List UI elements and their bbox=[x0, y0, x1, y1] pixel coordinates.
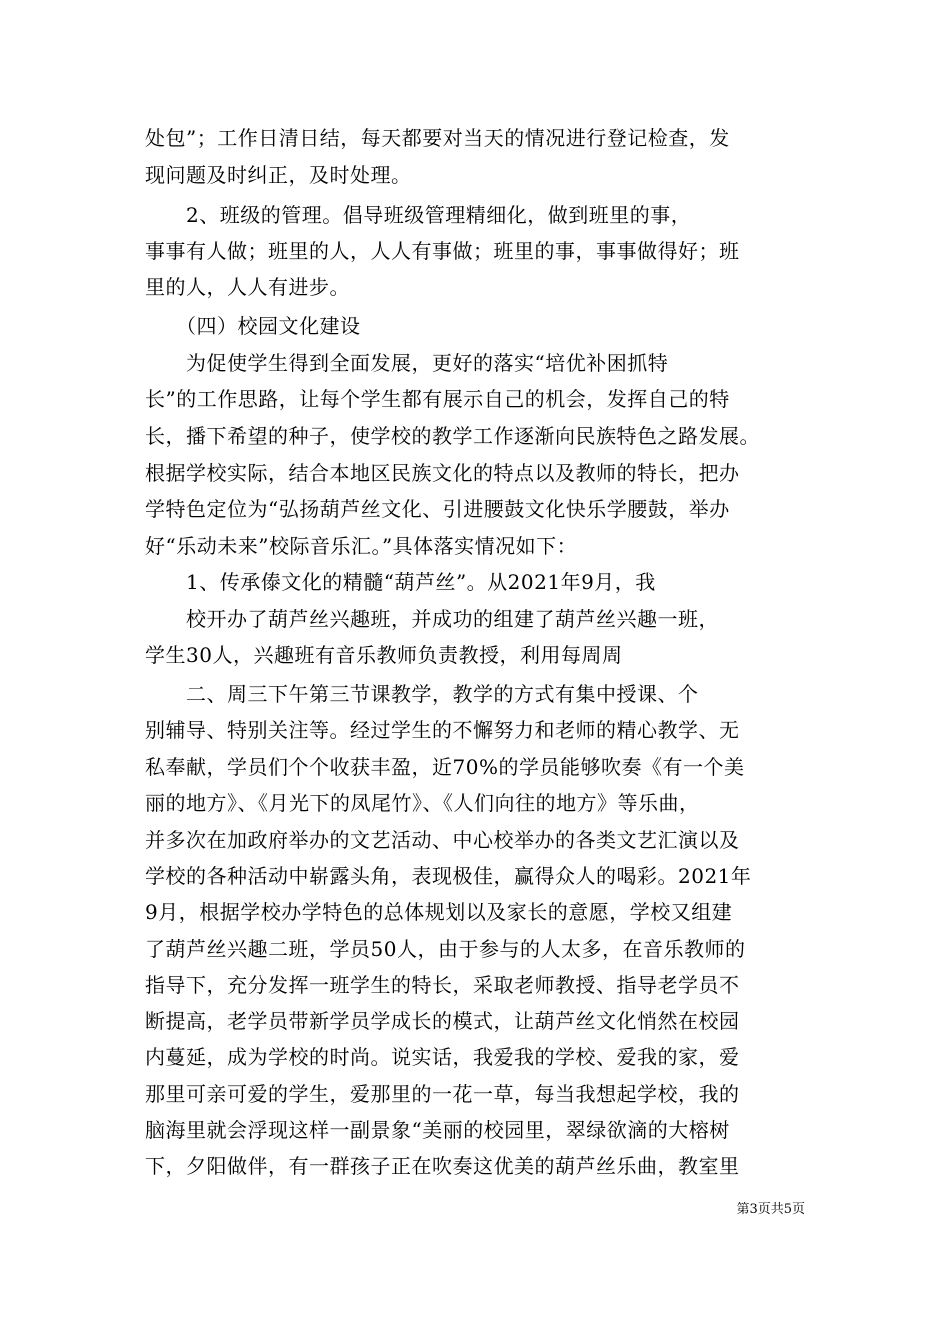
text-line: 私奉献，学员们个个收获丰盈，近70%的学员能够吹奏《有一个美 bbox=[145, 755, 745, 779]
text-line: 下，夕阳做伴，有一群孩子正在吹奏这优美的葫芦丝乐曲，教室里 bbox=[145, 1154, 740, 1178]
text-line: 那里可亲可爱的学生，爱那里的一花一草，每当我想起学校，我的 bbox=[145, 1082, 740, 1106]
text-line: 里的人，人人有进步。 bbox=[145, 275, 350, 299]
text-line: 内蔓延，成为学校的时尚。说实话，我爱我的学校、爱我的家，爱 bbox=[145, 1045, 740, 1069]
text-line: 好“乐动未来”校际音乐汇。”具体落实情况如下： bbox=[145, 534, 578, 558]
text-line: 别辅导、特别关注等。经过学生的不懈努力和老师的精心教学、无 bbox=[145, 718, 740, 742]
text-line: 学生30人，兴趣班有音乐教师负责教授，利用每周周 bbox=[145, 643, 623, 667]
text-line: 长，播下希望的种子，使学校的教学工作逐渐向民族特色之路发展。 bbox=[145, 424, 760, 448]
text-line: 脑海里就会浮现这样一副景象“美丽的校园里，翠绿欲滴的大榕树 bbox=[145, 1118, 730, 1142]
text-line: 9月，根据学校办学特色的总体规划以及家长的意愿，学校又组建 bbox=[145, 900, 733, 924]
text-line: 为促使学生得到全面发展，更好的落实“培优补困抓特 bbox=[145, 351, 669, 375]
text-line: 断提高，老学员带新学员学成长的模式，让葫芦丝文化悄然在校园 bbox=[145, 1009, 740, 1033]
text-line: 1、传承傣文化的精髓“葫芦丝”。从2021年9月，我 bbox=[145, 570, 656, 594]
text-line: 指导下，充分发挥一班学生的特长，采取老师教授、指导老学员不 bbox=[145, 973, 740, 997]
text-line: 学特色定位为“弘扬葫芦丝文化、引进腰鼓文化快乐学腰鼓，举办 bbox=[145, 497, 730, 521]
text-line: （四）校园文化建设 bbox=[145, 314, 361, 338]
text-line: 了葫芦丝兴趣二班，学员50人，由于参与的人太多，在音乐教师的 bbox=[145, 937, 746, 961]
text-line: 二、周三下午第三节课教学，教学的方式有集中授课、个 bbox=[145, 682, 699, 706]
text-line: 并多次在加政府举办的文艺活动、中心校举办的各类文艺汇演以及 bbox=[145, 828, 740, 852]
text-line: 2、班级的管理。倡导班级管理精细化，做到班里的事， bbox=[145, 203, 692, 227]
text-line: 学校的各种活动中崭露头角，表现极佳，赢得众人的喝彩。2021年 bbox=[145, 864, 752, 888]
text-line: 校开办了葫芦丝兴趣班，并成功的组建了葫芦丝兴趣一班， bbox=[145, 607, 719, 631]
text-line: 现问题及时纠正，及时处理。 bbox=[145, 163, 412, 187]
text-line: 长”的工作思路，让每个学生都有展示自己的机会，发挥自己的特 bbox=[145, 387, 730, 411]
text-line: 事事有人做；班里的人，人人有事做；班里的事，事事做得好；班 bbox=[145, 239, 740, 263]
text-line: 处包”；工作日清日结，每天都要对当天的情况进行登记检查，发 bbox=[145, 126, 730, 150]
page-number-footer: 第3页共5页 bbox=[736, 1202, 805, 1217]
text-line: 根据学校实际，结合本地区民族文化的特点以及教师的特长，把办 bbox=[145, 461, 740, 485]
text-line: 丽的地方》、《月光下的凤尾竹》、《人们向往的地方》等乐曲， bbox=[145, 791, 700, 815]
